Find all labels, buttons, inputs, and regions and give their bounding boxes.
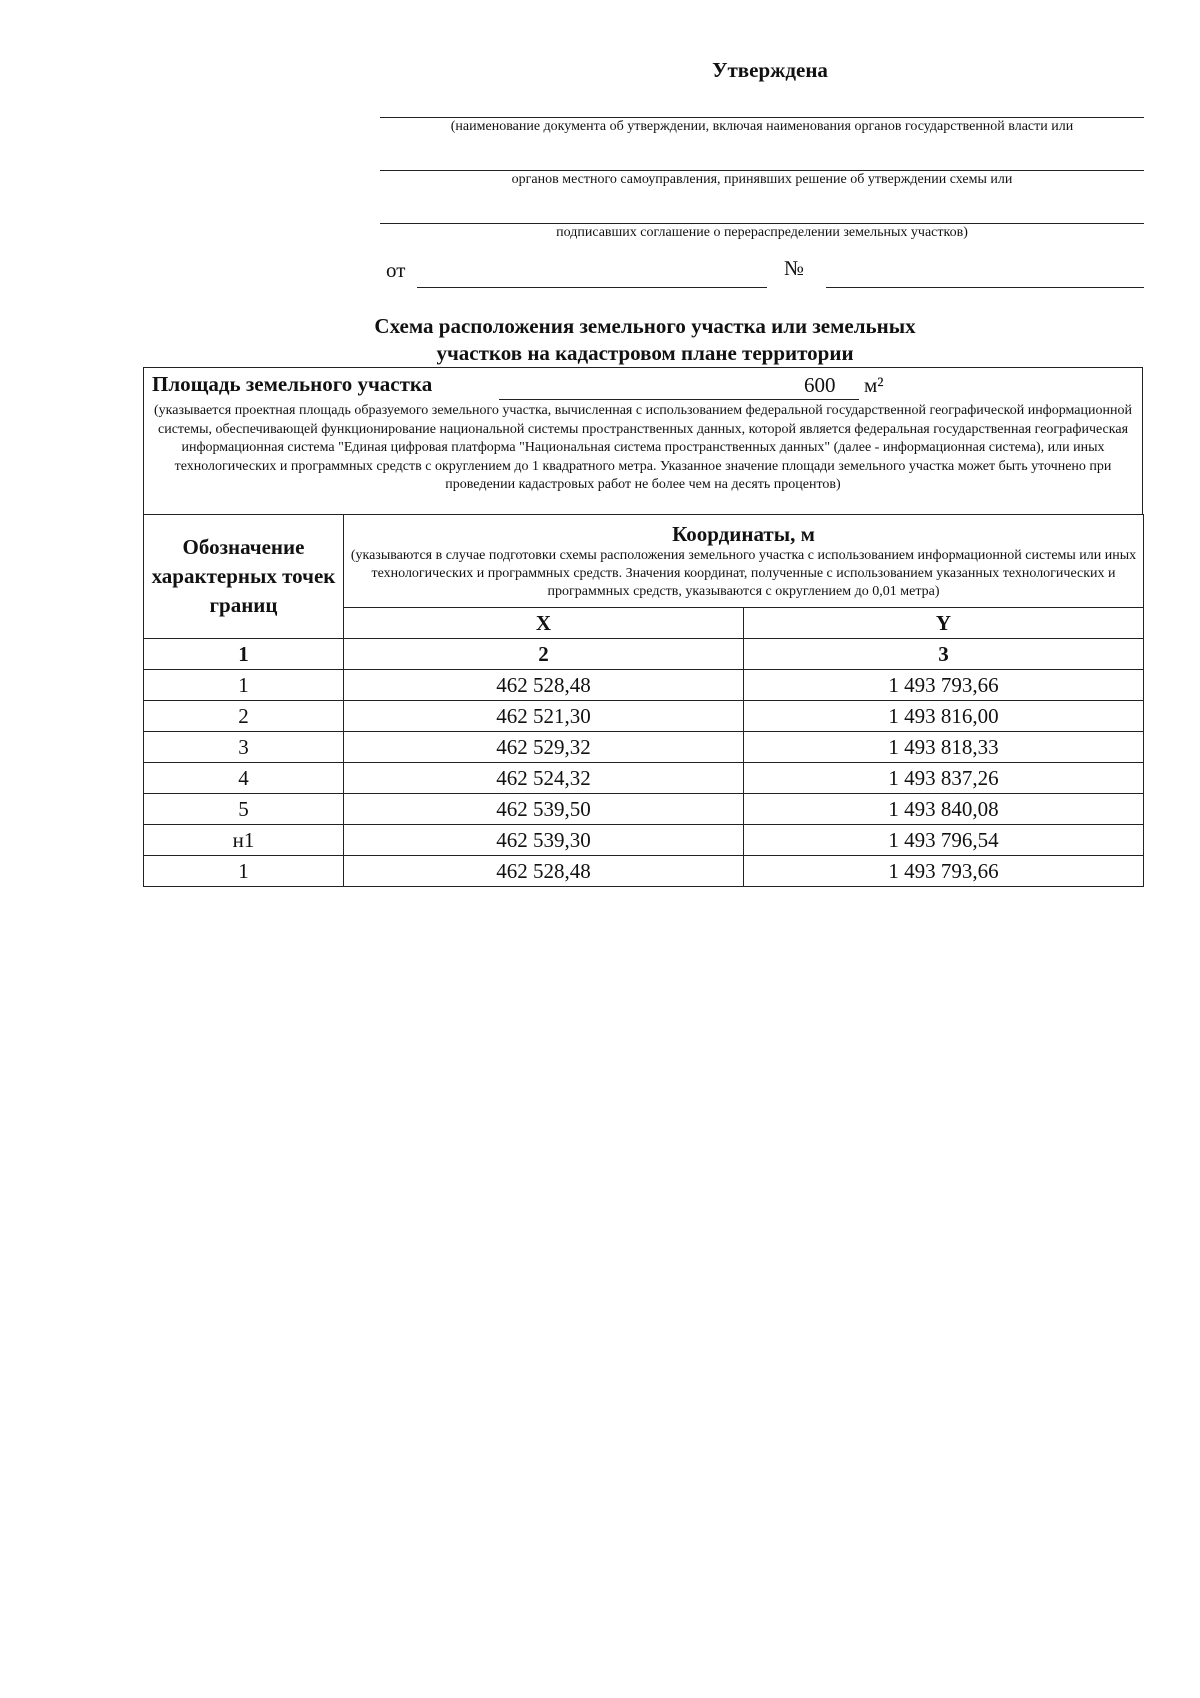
- number-label: №: [784, 256, 805, 280]
- approved-heading: Утверждена: [712, 58, 828, 82]
- column-number-row: [144, 639, 1144, 670]
- y-coordinate: 1 493 840,08: [744, 794, 1144, 825]
- date-label: от: [386, 258, 406, 282]
- y-coordinate: 1 493 793,66: [744, 856, 1144, 887]
- table-row: [144, 856, 1144, 887]
- point-id: 1: [144, 670, 344, 701]
- x-header: X: [344, 608, 744, 639]
- x-coordinate: 462 539,50: [344, 794, 744, 825]
- coordinates-note: (указываются в случае подготовки схемы расположения земельного участка с использованием информационной системы или иных технологических и программных средств. Значения координат, полученные с использованием указанных технологических и программных средств, указываются с округлением до 0,01 метра): [350, 547, 1137, 599]
- points-header: Обозначение характерных точек границ: [144, 515, 344, 639]
- coordinates-header: [344, 515, 1144, 608]
- coordinates-title: Координаты, м: [672, 521, 815, 546]
- y-coordinate: 1 493 793,66: [744, 670, 1144, 701]
- y-header: Y: [744, 608, 1144, 639]
- x-coordinate: 462 539,30: [344, 825, 744, 856]
- area-unit: м²: [864, 373, 884, 397]
- approval-document-line-1: [380, 117, 1144, 118]
- approval-document-line-2: [380, 170, 1144, 171]
- area-label: Площадь земельного участка: [152, 372, 433, 396]
- table-row: [144, 763, 1144, 794]
- table-row: [144, 701, 1144, 732]
- table-row: [144, 794, 1144, 825]
- point-id: 5: [144, 794, 344, 825]
- point-id: 2: [144, 701, 344, 732]
- approval-caption-1: (наименование документа об утверждении, включая наименования органов государственной власти или: [450, 119, 1074, 134]
- scheme-title-line-1: Схема расположения земельного участка или земельных: [374, 314, 916, 338]
- table-row: [144, 732, 1144, 763]
- approval-document-line-3: [380, 223, 1144, 224]
- y-coordinate: 1 493 816,00: [744, 701, 1144, 732]
- table-row: [144, 825, 1144, 856]
- area-value-line: [499, 399, 859, 400]
- y-coordinate: 1 493 837,26: [744, 763, 1144, 794]
- table-row: [144, 670, 1144, 701]
- point-id: 3: [144, 732, 344, 763]
- coordinates-table: [143, 514, 1144, 887]
- x-coordinate: 462 524,32: [344, 763, 744, 794]
- column-number: 1: [144, 639, 344, 670]
- x-coordinate: 462 529,32: [344, 732, 744, 763]
- point-id: 4: [144, 763, 344, 794]
- area-value: 600: [804, 373, 836, 397]
- approval-caption-2: органов местного самоуправления, принявших решение об утверждении схемы или: [511, 172, 1013, 187]
- y-coordinate: 1 493 796,54: [744, 825, 1144, 856]
- point-id: н1: [144, 825, 344, 856]
- approval-caption-3: подписавших соглашение о перераспределении земельных участков): [556, 225, 968, 240]
- x-coordinate: 462 528,48: [344, 856, 744, 887]
- number-field-line: [826, 287, 1144, 288]
- date-field-line: [417, 287, 767, 288]
- point-id: 1: [144, 856, 344, 887]
- column-number: 3: [744, 639, 1144, 670]
- scheme-title-line-2: участков на кадастровом плане территории: [436, 341, 854, 365]
- area-section: [143, 367, 1143, 515]
- x-coordinate: 462 528,48: [344, 670, 744, 701]
- scheme-title: [300, 313, 990, 367]
- x-coordinate: 462 521,30: [344, 701, 744, 732]
- y-coordinate: 1 493 818,33: [744, 732, 1144, 763]
- column-number: 2: [344, 639, 744, 670]
- area-note: (указывается проектная площадь образуемого земельного участка, вычисленная с использованием федеральной государственной географической информационной системы, обеспечивающей функционирование национальной системы пространственных данных, которой является федеральная государственная географическая информационная система "Единая цифровая платформа "Национальная система пространственных данных" (далее - информационная система), или иных технологических и программных средств с округлением до 1 квадратного метра. Указанное значение площади земельного участка может быть уточнено при проведении кадастровых работ не более чем на десять процентов): [154, 403, 1132, 492]
